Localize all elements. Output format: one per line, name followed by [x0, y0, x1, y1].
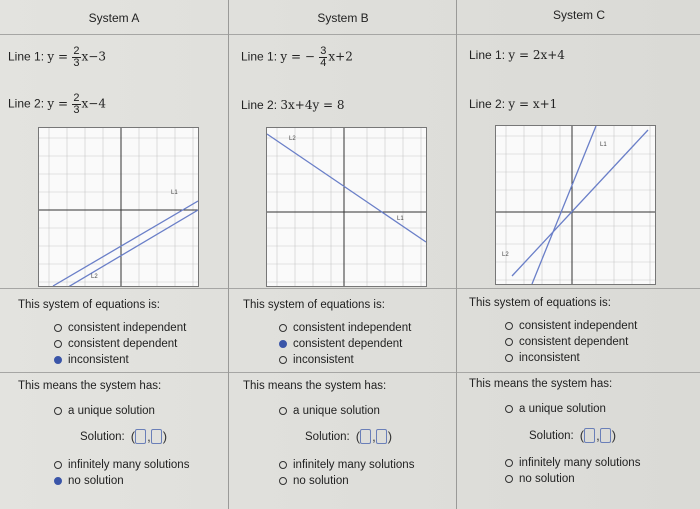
radio-button[interactable]: [505, 338, 513, 346]
line-2-label: L2: [91, 274, 98, 280]
divider: [229, 288, 457, 289]
radio-button[interactable]: [279, 461, 287, 469]
system-a-question: This system of equations is:: [18, 299, 160, 311]
fraction: $\frac{3}{4}$: [320, 45, 327, 69]
divider: [0, 288, 228, 289]
system-a-solution: Solution: ( , ): [80, 429, 168, 444]
radio-button-selected[interactable]: [279, 340, 287, 348]
system-a-line2: Line 2: y = $\frac{2}{3}$ x−4: [8, 92, 106, 116]
radio-button[interactable]: [505, 475, 513, 483]
system-c-question: This system of equations is:: [469, 297, 611, 309]
system-c-none-option[interactable]: no solution: [505, 473, 575, 485]
radio-button[interactable]: [505, 405, 513, 413]
divider: [0, 34, 228, 35]
system-b-question: This system of equations is:: [243, 299, 385, 311]
line-2: [53, 210, 198, 286]
divider: [229, 372, 457, 373]
radio-button[interactable]: [279, 324, 287, 332]
x-input[interactable]: [584, 428, 595, 443]
system-a-option-1[interactable]: consistent dependent: [54, 338, 177, 350]
point-input[interactable]: ( , ): [130, 429, 168, 444]
line-2: [512, 130, 648, 276]
radio-button[interactable]: [279, 356, 287, 364]
line-1-label: L1: [171, 190, 178, 196]
system-b-option-2[interactable]: inconsistent: [279, 354, 354, 366]
y-input[interactable]: [376, 429, 387, 444]
system-a-infinite-option[interactable]: infinitely many solutions: [54, 459, 189, 471]
system-c-option-0[interactable]: consistent independent: [505, 320, 637, 332]
divider: [0, 372, 228, 373]
system-b-unique-option[interactable]: a unique solution: [279, 405, 380, 417]
line-2-label: L2: [502, 252, 509, 258]
system-b-none-option[interactable]: no solution: [279, 475, 349, 487]
divider: [457, 34, 700, 35]
system-b-option-0[interactable]: consistent independent: [279, 322, 411, 334]
fraction: $\frac{2}{3}$: [73, 92, 80, 116]
divider: [457, 372, 700, 373]
system-c-infinite-option[interactable]: infinitely many solutions: [505, 457, 640, 469]
system-a-graph: [38, 127, 199, 287]
system-c-unique-option[interactable]: a unique solution: [505, 403, 606, 415]
system-b-option-1[interactable]: consistent dependent: [279, 338, 402, 350]
radio-button[interactable]: [505, 322, 513, 330]
line-1: [267, 134, 426, 242]
system-b-graph: [266, 127, 427, 287]
system-a-title: System A: [88, 11, 140, 25]
system-c-line2: Line 2: y = x+1: [469, 97, 558, 111]
y-input[interactable]: [151, 429, 162, 444]
radio-button[interactable]: [279, 407, 287, 415]
system-a-panel: [0, 0, 228, 509]
system-a-option-0[interactable]: consistent independent: [54, 322, 186, 334]
radio-button[interactable]: [505, 354, 513, 362]
system-b-means: This means the system has:: [243, 380, 387, 392]
system-a-option-2[interactable]: inconsistent: [54, 354, 129, 366]
line-1-label: L1: [397, 216, 404, 222]
system-b-line2: Line 2: 3x+4y = 8: [241, 98, 345, 112]
system-b-panel: [228, 0, 457, 509]
system-c-means: This means the system has:: [469, 378, 613, 390]
line-1: [53, 201, 198, 286]
fraction: $\frac{2}{3}$: [73, 45, 80, 69]
grid: [39, 128, 198, 286]
radio-button[interactable]: [54, 324, 62, 332]
grid: [267, 128, 426, 286]
divider: [457, 288, 700, 289]
radio-button[interactable]: [505, 459, 513, 467]
system-a-means: This means the system has:: [18, 380, 162, 392]
system-b-line1: Line 1: y = − $\frac{3}{4}$ x+2: [241, 45, 353, 69]
grid: [496, 126, 655, 284]
system-a-unique-option[interactable]: a unique solution: [54, 405, 155, 417]
system-a-none-option[interactable]: no solution: [54, 475, 124, 487]
system-c-panel: [456, 0, 700, 509]
point-input[interactable]: ( , ): [579, 428, 617, 443]
system-b-infinite-option[interactable]: infinitely many solutions: [279, 459, 414, 471]
line-2-label: L2: [289, 136, 296, 142]
system-c-graph: [495, 125, 656, 285]
point-input[interactable]: ( , ): [355, 429, 393, 444]
line-1: [532, 126, 596, 284]
system-c-option-1[interactable]: consistent dependent: [505, 336, 628, 348]
system-c-line1: Line 1: y = 2x+4: [469, 48, 565, 62]
divider: [229, 34, 457, 35]
x-input[interactable]: [135, 429, 146, 444]
radio-button[interactable]: [279, 477, 287, 485]
system-b-solution: Solution: ( , ): [305, 429, 393, 444]
y-input[interactable]: [600, 428, 611, 443]
system-c-title: System C: [552, 8, 605, 22]
radio-button[interactable]: [54, 407, 62, 415]
line-1-label: L1: [600, 142, 607, 148]
system-c-option-2[interactable]: inconsistent: [505, 352, 580, 364]
x-input[interactable]: [360, 429, 371, 444]
radio-button[interactable]: [54, 461, 62, 469]
system-c-solution: Solution: ( , ): [529, 428, 617, 443]
radio-button-selected[interactable]: [54, 477, 62, 485]
radio-button[interactable]: [54, 340, 62, 348]
radio-button-selected[interactable]: [54, 356, 62, 364]
system-a-line1: Line 1: y = $\frac{2}{3}$ x−3: [8, 45, 106, 69]
system-b-title: System B: [317, 11, 369, 25]
